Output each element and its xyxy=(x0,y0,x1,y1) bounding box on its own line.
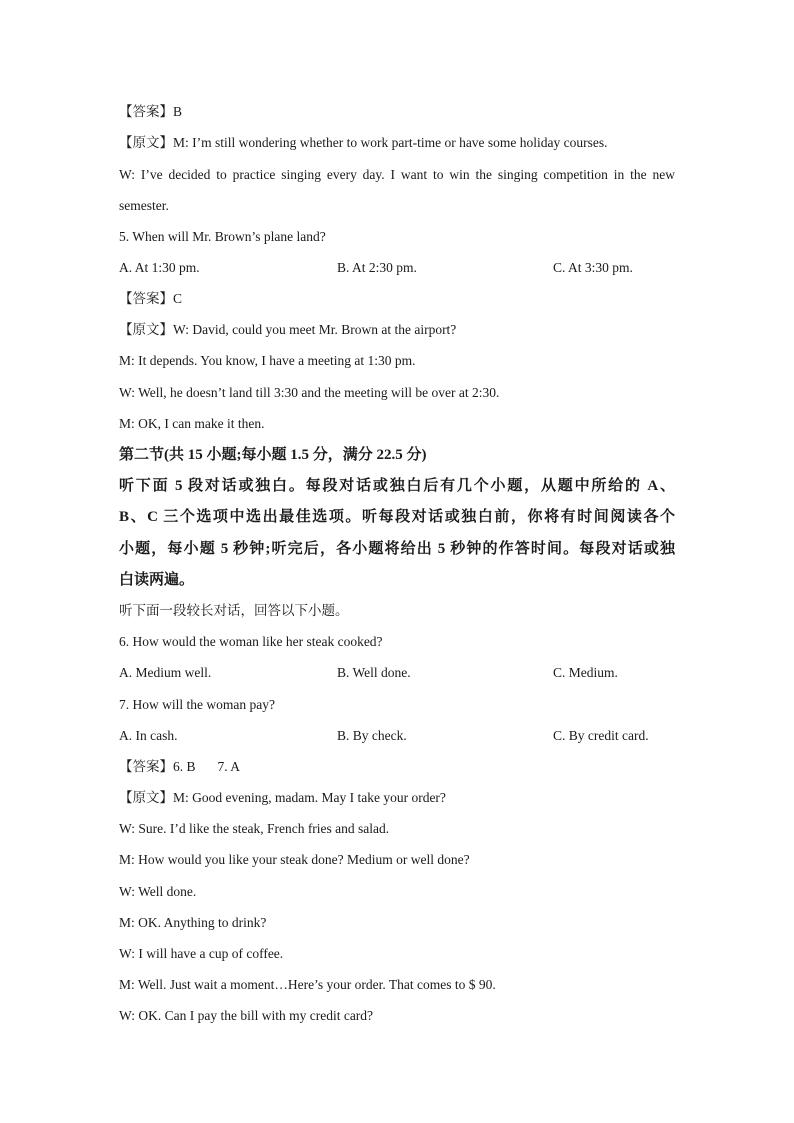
instruction-line: 白读两遍。 xyxy=(119,572,195,588)
transcript-line: M: It depends. You know, I have a meeting at 1:30 pm. xyxy=(119,353,416,368)
transcript-line: W: Well done. xyxy=(119,884,197,899)
transcript-line: W: OK. Can I pay the bill with my credit card? xyxy=(119,1008,374,1023)
option-b: B. Well done. xyxy=(337,665,411,680)
option-a: A. At 1:30 pm. xyxy=(119,260,200,275)
question-5: 5. When will Mr. Brown’s plane land? xyxy=(119,229,326,244)
option-a: A. In cash. xyxy=(119,728,178,743)
transcript-line: W: I’ve decided to practice singing every day. I want to win the singing competition in the new xyxy=(119,167,675,182)
transcript-line: W: Well, he doesn’t land till 3:30 and the meeting will be over at 2:30. xyxy=(119,385,500,400)
answer-line: 【答案】B xyxy=(119,104,183,119)
transcript-line: 【原文】W: David, could you meet Mr. Brown at the airport? xyxy=(119,322,457,337)
transcript-line: M: OK, I can make it then. xyxy=(119,416,265,431)
option-b: B. At 2:30 pm. xyxy=(337,260,417,275)
transcript-line: semester. xyxy=(119,198,169,213)
instruction-line: B、C 三个选项中选出最佳选项。听每段对话或独白前，你将有时间阅读各个 xyxy=(119,509,675,525)
option-a: A. Medium well. xyxy=(119,665,212,680)
transcript-line: M: How would you like your steak done? Medium or well done? xyxy=(119,852,470,867)
transcript-line: 【原文】M: Good evening, madam. May I take your order? xyxy=(119,790,446,805)
question-6: 6. How would the woman like her steak cooked? xyxy=(119,634,383,649)
question-7: 7. How will the woman pay? xyxy=(119,697,275,712)
instruction-line: 小题，每小题 5 秒钟;听完后，各小题将给出 5 秒钟的作答时间。每段对话或独 xyxy=(119,541,675,557)
instruction-line: 听下面 5 段对话或独白。每段对话或独白后有几个小题，从题中所给的 A、 xyxy=(119,478,675,494)
transcript-line: M: Well. Just wait a moment…Here’s your order. That comes to $ 90. xyxy=(119,977,496,992)
transcript-line: W: I will have a cup of coffee. xyxy=(119,946,284,961)
sub-instruction: 听下面一段较长对话，回答以下小题。 xyxy=(119,603,349,618)
answer-7: 7. A xyxy=(217,759,241,774)
section-heading: 第二节(共 15 小题;每小题 1.5 分，满分 22.5 分) xyxy=(119,447,427,463)
option-b: B. By check. xyxy=(337,728,407,743)
transcript-line: 【原文】M: I’m still wondering whether to work part-time or have some holiday courses. xyxy=(119,135,608,150)
answer-line xyxy=(119,758,240,776)
answer-line: 【答案】C xyxy=(119,291,183,306)
option-c: C. Medium. xyxy=(553,665,618,680)
option-c: C. By credit card. xyxy=(553,728,649,743)
answer-6: 【答案】6. B xyxy=(119,759,196,774)
option-c: C. At 3:30 pm. xyxy=(553,260,633,275)
transcript-line: W: Sure. I’d like the steak, French fries and salad. xyxy=(119,821,390,836)
transcript-line: M: OK. Anything to drink? xyxy=(119,915,267,930)
